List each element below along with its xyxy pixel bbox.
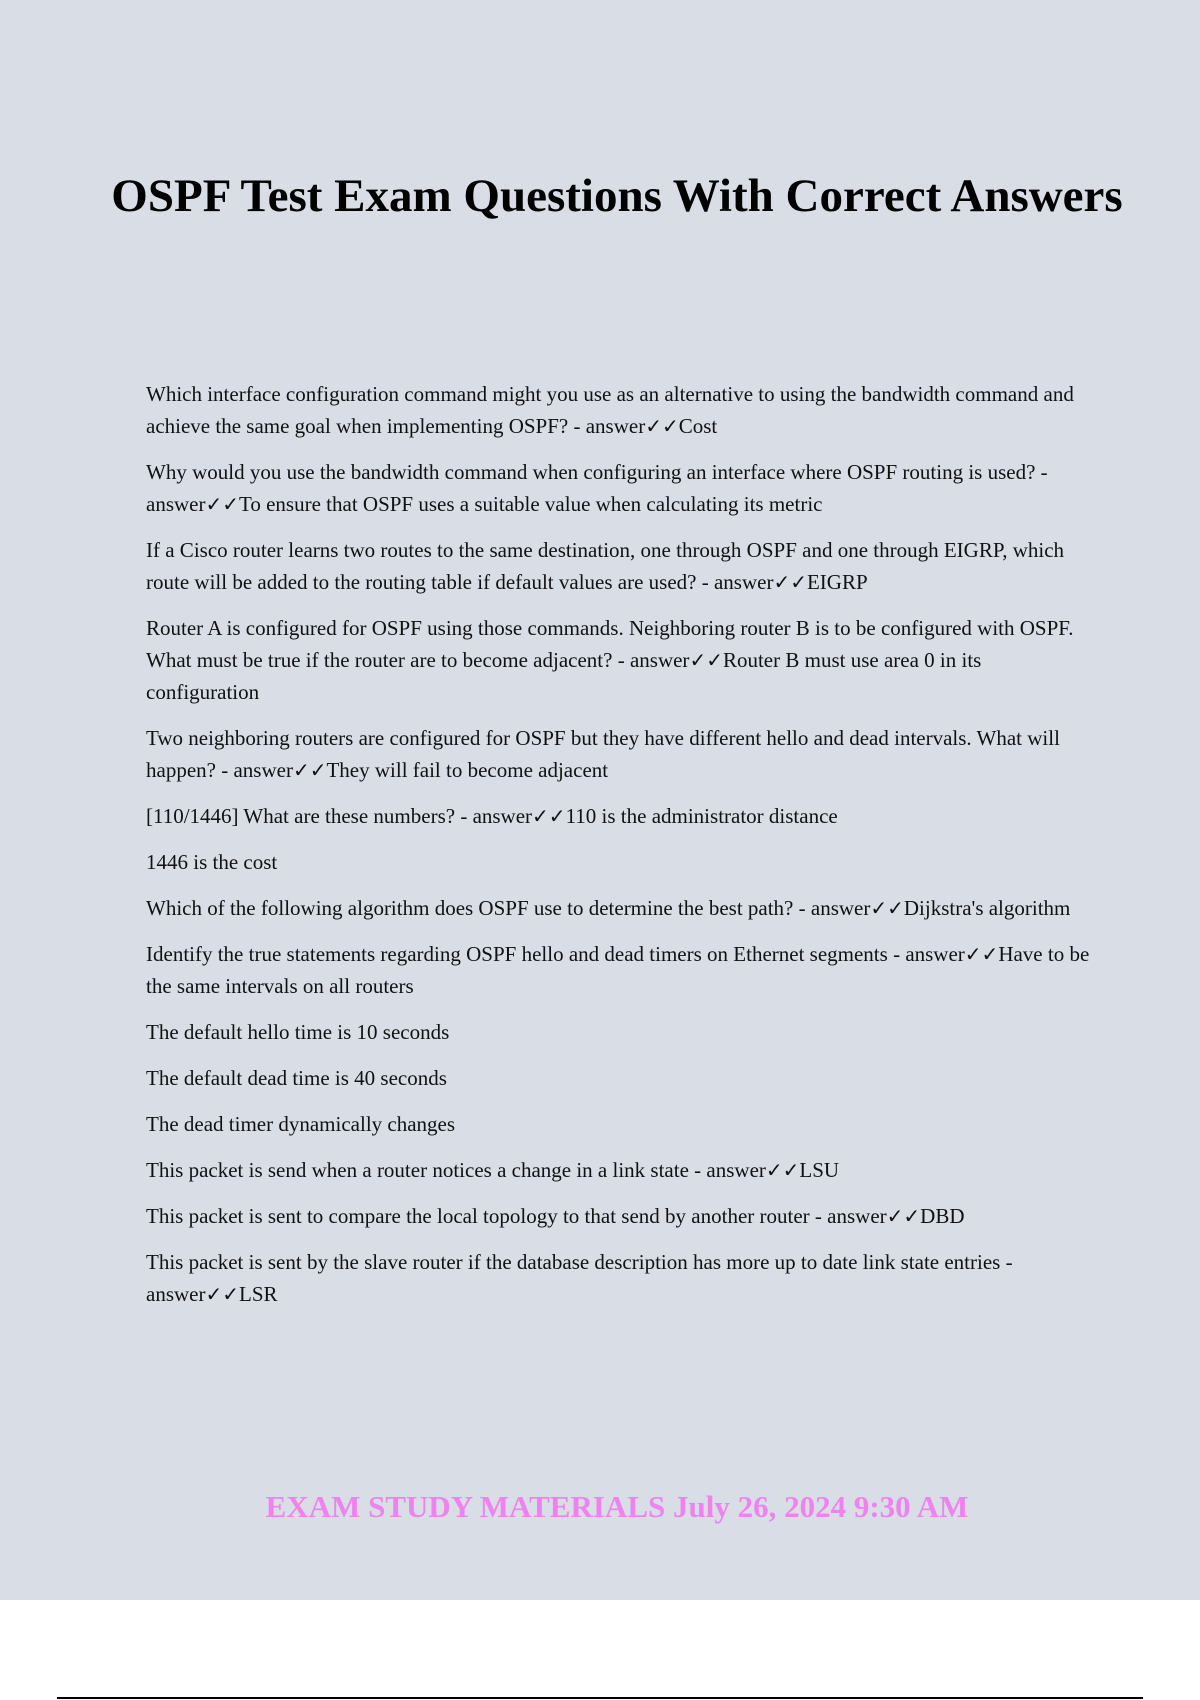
check-icon: ✓✓ <box>532 804 566 828</box>
question-text: Why would you use the bandwidth command when configuring an interface where OSPF routing is used? - <box>146 460 1048 484</box>
qa-item <box>146 938 1096 1002</box>
qa-item <box>146 722 1096 786</box>
answer-text: LSU <box>799 1158 840 1182</box>
qa-item <box>146 1200 1096 1232</box>
answer-text: They will fail to become adjacent <box>326 758 609 782</box>
answer-text: Router B must use area 0 in its configuration <box>146 648 982 704</box>
answer-marker: answer <box>472 804 533 828</box>
qa-item <box>146 1246 1096 1310</box>
answer-marker: answer <box>146 492 206 516</box>
bottom-divider <box>57 1697 1143 1699</box>
answer-text: LSR <box>239 1282 278 1306</box>
check-icon: ✓✓ <box>870 896 904 920</box>
answer-text: 110 is the administrator distance <box>565 804 838 828</box>
question-text: This packet is sent by the slave router if the database description has more up to date link state entries - <box>146 1250 1013 1274</box>
check-icon: ✓✓ <box>205 1282 239 1306</box>
answer-marker: answer <box>233 758 293 782</box>
question-text: This packet is sent to compare the local topology to that send by another router - <box>146 1204 828 1228</box>
answer-marker: answer <box>146 1282 206 1306</box>
answer-text: Dijkstra's algorithm <box>903 896 1071 920</box>
answer-marker: answer <box>706 1158 766 1182</box>
qa-item <box>146 612 1096 708</box>
question-text: Which interface configuration command might you use as an alternative to using the bandwidth command and achieve the same goal when implementing OSPF? - <box>146 382 1074 438</box>
check-icon: ✓✓ <box>645 414 679 438</box>
qa-item <box>146 534 1096 598</box>
check-icon: ✓✓ <box>292 758 327 782</box>
check-icon: ✓✓ <box>765 1158 800 1182</box>
answer-continuation: The default hello time is 10 seconds <box>146 1020 450 1044</box>
qa-item <box>146 892 1096 924</box>
document-title: OSPF Test Exam Questions With Correct Answers <box>111 170 1123 222</box>
answer-continuation: The default dead time is 40 seconds <box>146 1066 447 1090</box>
answer-marker: answer <box>713 570 774 594</box>
question-text: Identify the true statements regarding OSPF hello and dead timers on Ethernet segments - <box>146 942 906 966</box>
qa-item <box>146 1154 1096 1186</box>
question-text: This packet is send when a router notices a change in a link state - <box>146 1158 707 1182</box>
check-icon: ✓✓ <box>886 1204 921 1228</box>
qa-list <box>146 378 1096 1324</box>
answer-marker: answer <box>827 1204 887 1228</box>
answer-marker: answer <box>905 942 965 966</box>
qa-item <box>146 378 1096 442</box>
answer-text: To ensure that OSPF uses a suitable value when calculating its metric <box>239 492 823 516</box>
answer-marker: answer <box>629 648 690 672</box>
question-text: If a Cisco router learns two routes to the same destination, one through OSPF and one through EIGRP, which route will be added to the routing table if default values are used? - <box>146 538 1065 594</box>
qa-item <box>146 800 1096 832</box>
check-icon: ✓✓ <box>964 942 999 966</box>
check-icon: ✓✓ <box>689 648 723 672</box>
question-text: [110/1446] What are these numbers? - <box>146 804 473 828</box>
check-icon: ✓✓ <box>205 492 239 516</box>
question-text: Two neighboring routers are configured for OSPF but they have different hello and dead intervals. What will happen? - <box>146 726 1060 782</box>
answer-text: Cost <box>678 414 718 438</box>
question-text: Router A is configured for OSPF using those commands. Neighboring router B is to be configured with OSPF. What must be true if the router are to become adjacent? - <box>146 616 1074 672</box>
question-text: Which of the following algorithm does OSPF use to determine the best path? - <box>146 896 811 920</box>
answer-text: DBD <box>920 1204 965 1228</box>
qa-item <box>146 456 1096 520</box>
answer-marker: answer <box>810 896 871 920</box>
answer-marker: answer <box>585 414 646 438</box>
study-materials-stamp: EXAM STUDY MATERIALS July 26, 2024 9:30 AM <box>265 1489 969 1524</box>
check-icon: ✓✓ <box>773 570 807 594</box>
answer-text: Have to be the same intervals on all routers <box>146 942 1090 998</box>
answer-text: EIGRP <box>806 570 868 594</box>
answer-continuation: 1446 is the cost <box>146 850 278 874</box>
answer-continuation: The dead timer dynamically changes <box>146 1112 456 1136</box>
